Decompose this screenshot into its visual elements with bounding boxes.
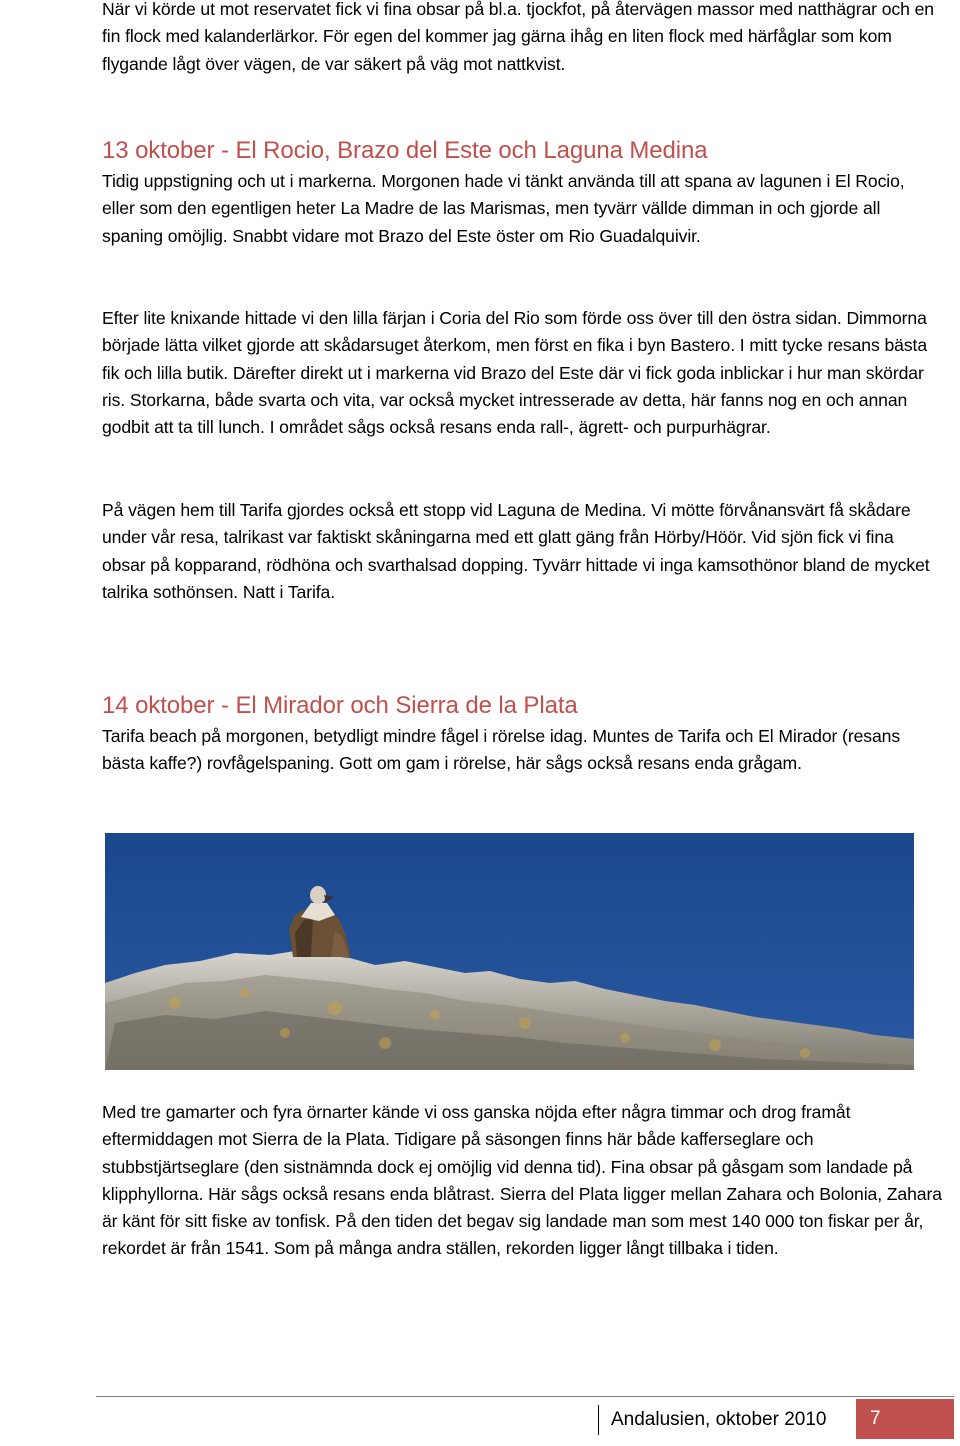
footer-divider bbox=[96, 1396, 954, 1397]
intro-paragraph: När vi körde ut mot reservatet fick vi fina obsar på bl.a. tjockfot, på återvägen massor med natthägrar och en fin flock med kalanderlärkor. För egen del kommer jag gärna ihåg en liten flock med härfåglar som kom flygande lågt över vägen, de var säkert på väg mot nattkvist. bbox=[102, 0, 934, 74]
section-heading-13-oktober: 13 oktober - El Rocio, Brazo del Este och Laguna Medina bbox=[102, 137, 708, 164]
vulture-photo bbox=[105, 833, 914, 1070]
section-heading-14-oktober: 14 oktober - El Mirador och Sierra de la Plata bbox=[102, 692, 578, 719]
footer-page-number: 7 bbox=[856, 1399, 954, 1439]
section-13-paragraph-1: Tidig uppstigning och ut i markerna. Morgonen hade vi tänkt använda till att spana av lagunen i El Rocio, eller som den egentligen heter La Madre de las Marismas, men tyvärr vällde dimman in och gjorde all spaning omöjlig. Snabbt vidare mot Brazo del Este öster om Rio Guadalquivir. bbox=[102, 171, 905, 246]
footer-title: Andalusien, oktober 2010 bbox=[598, 1405, 827, 1435]
section-14-paragraph-1: Tarifa beach på morgonen, betydligt mindre fågel i rörelse idag. Muntes de Tarifa och El Mirador (resans bästa kaffe?) rovfågelspaning. Gott om gam i rörelse, här sågs också resans enda grågam. bbox=[102, 726, 901, 774]
section-13-paragraph-3: På vägen hem till Tarifa gjordes också ett stopp vid Laguna de Medina. Vi mötte förvånansvärt få skådare under vår resa, talrikast var faktiskt skåningarna med ett glatt gäng från Hörby/Höör. Vid sjön fick vi fina obsar på kopparand, rödhöna och svarthalsad dopping. Tyvärr hittade vi inga kamsothönor bland de mycket talrika sothönsen. Natt i Tarifa. bbox=[102, 500, 930, 602]
section-14-paragraph-2: Med tre gamarter och fyra örnarter kände vi oss ganska nöjda efter några timmar och drog framåt eftermiddagen mot Sierra de la Plata. Tidigare på säsongen finns här både kafferseglare och stubbstjärtseglare (den sistnämnda dock ej omöjlig vid denna tid). Fina obsar på gåsgam som landade på klipphyllorna. Här sågs också resans enda blåtrast. Sierra del Plata ligger mellan Zahara och Bolonia, Zahara är känt för sitt fiske av tonfisk. På den tiden det begav sig landade man som mest 140 000 ton fiskar per år, rekordet är från 1541. Som på många andra ställen, rekorden ligger långt tillbaka i tiden. bbox=[102, 1102, 942, 1259]
section-13-paragraph-2: Efter lite knixande hittade vi den lilla färjan i Coria del Rio som förde oss över till den östra sidan. Dimmorna började lätta vilket gjorde att skådarsuget återkom, men först en fika i byn Bastero. I mitt tycke resans bästa fik och lilla butik. Därefter direkt ut i markerna vid Brazo del Este där vi fick goda inblickar i hur man skördar ris. Storkarna, både svarta och vita, var också mycket intresserade av detta, här fanns nog en och annan godbit att ta till lunch. I området sågs också resans enda rall-, ägrett- och purpurhägrar. bbox=[102, 308, 927, 438]
